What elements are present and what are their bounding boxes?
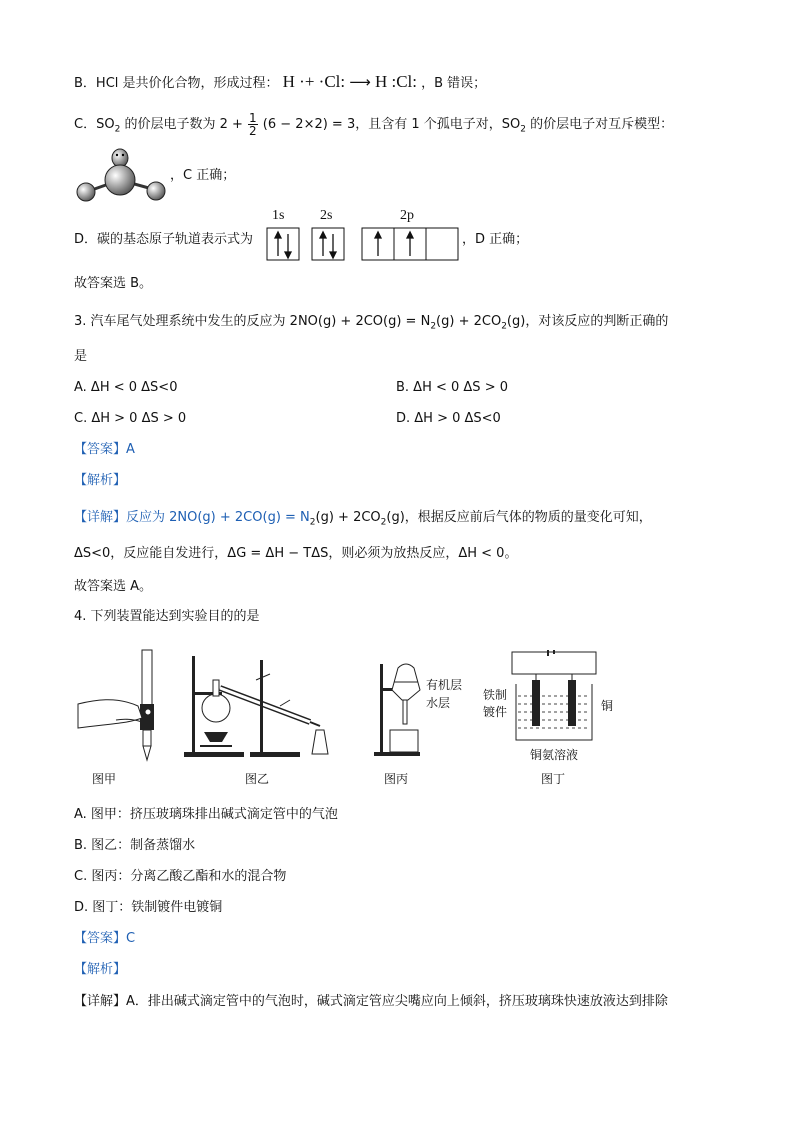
- q4-answer: 【答案】C: [74, 931, 136, 946]
- label-copper-ammonia-solution: 铜氨溶液: [530, 748, 579, 762]
- figure-ding-electroplating: [508, 650, 600, 748]
- orbital-1s-label: 1s: [272, 208, 285, 223]
- q4-option-d: D. 图丁：铁制镀件电镀铜: [74, 900, 223, 915]
- frac-den: 2: [249, 124, 257, 138]
- label-water-layer: 水层: [426, 696, 451, 710]
- option-c-label: C．SO: [74, 117, 115, 132]
- q3-detail-line2: ΔS<0，反应能自发进行，ΔG = ΔH − TΔS，则必须为放热反应，ΔH < 0。: [74, 546, 518, 561]
- q3-answer-select: 故答案选 A。: [74, 579, 153, 594]
- q3-detail-text: 【详解】反应为 2NO(g) + 2CO(g) = N: [74, 510, 310, 525]
- q3-analysis-label: 【解析】: [74, 473, 127, 488]
- q4-option-c: C. 图丙：分离乙酸乙酯和水的混合物: [74, 869, 287, 884]
- orbital-diagram: [266, 226, 462, 264]
- q4-analysis-label: 【解析】: [74, 962, 127, 977]
- option-d-conclusion: ，D 正确；: [462, 232, 529, 247]
- q3-answer: 【答案】A: [74, 442, 135, 457]
- option-d-text: D．碳的基态原子轨道表示式为: [74, 232, 254, 247]
- option-b-text: B．HCl 是共价化合物，形成过程：: [74, 76, 279, 91]
- orbital-2s-label: 2s: [320, 208, 333, 223]
- q3-detail-text3: (g)，根据反应前后气体的物质的量变化可知，: [386, 510, 652, 525]
- option-c-text: 的价层电子数为 2 +: [124, 117, 243, 132]
- q4-detail: 【详解】A．排出碱式滴定管中的气泡时，碱式滴定管应尖嘴应向上倾斜，挤压玻璃珠快速放液达到排除: [74, 994, 668, 1009]
- q3-stem-text: 3. 汽车尾气处理系统中发生的反应为 2NO(g) + 2CO(g) = N: [74, 314, 431, 329]
- q3-option-c: C. ΔH > 0 ΔS > 0: [74, 411, 187, 426]
- option-b-conclusion: ，B 错误；: [421, 76, 487, 91]
- label-organic-layer: 有机层: [426, 678, 463, 692]
- q3-stem-end: 是: [74, 349, 88, 364]
- frac-num: 1: [249, 111, 257, 125]
- hcl-formula-right: H :Cl:: [374, 72, 417, 91]
- option-c-conclusion: ，C 正确；: [170, 168, 236, 183]
- q3-detail-text2: (g) + 2CO: [315, 510, 381, 525]
- label-iron-2: 镀件: [483, 705, 508, 719]
- figure-yi-distillation: [180, 650, 350, 760]
- q3-option-d: D. ΔH > 0 ΔS<0: [396, 411, 501, 426]
- figure-jia-caption: 图甲: [92, 772, 117, 786]
- q4-option-a: A. 图甲：挤压玻璃珠排出碱式滴定管中的气泡: [74, 807, 338, 822]
- orbital-2p-label: 2p: [400, 208, 414, 223]
- option-c-expression: (6 − 2×2) = 3，且含有 1 个孤电子对，SO: [262, 117, 521, 132]
- q3-stem-text2: (g) + 2CO: [436, 314, 502, 329]
- figure-yi-caption: 图乙: [245, 772, 270, 786]
- q4-option-b: B. 图乙：制备蒸馏水: [74, 838, 196, 853]
- q3-stem-text3: (g)，对该反应的判断正确的: [506, 314, 669, 329]
- option-c-text-end: 的价层电子对互斥模型：: [530, 117, 674, 132]
- figure-jia-burette: [76, 648, 166, 766]
- answer-select-b: 故答案选 B。: [74, 276, 153, 291]
- label-iron-1: 铁制: [483, 688, 508, 702]
- fraction-half: [248, 112, 258, 137]
- q3-option-a: A. ΔH < 0 ΔS<0: [74, 380, 178, 395]
- q3-option-b: B. ΔH < 0 ΔS > 0: [396, 380, 508, 395]
- q4-stem: 4. 下列装置能达到实验目的的是: [74, 609, 260, 624]
- hcl-formula-left: H ·+ ·Cl:: [282, 72, 346, 91]
- label-copper: 铜: [601, 699, 614, 713]
- figure-bing-caption: 图丙: [384, 772, 409, 786]
- option-c-line: C．$SO_2$ 的价层电子数为 2 + $\frac{1}{2}$ (6 − 2×2) = 3，且含有 1 个孤电子对，$SO_2$ 的价层电子对互斥模型：: [74, 111, 674, 138]
- so2-vsepr-model: [72, 146, 172, 204]
- figure-ding-caption: 图丁: [541, 772, 566, 786]
- q3-stem: 3. 汽车尾气处理系统中发生的反应为 $2NO(g) + 2CO(g) = N_2(g) + 2CO_2(g)$，对该反应的判断正确的: [74, 314, 669, 332]
- q3-detail-line1: 【详解】反应为 $2NO(g) + 2CO(g) = N_2(g) + 2CO_2(g)$，根据反应前后气体的物质的量变化可知，: [74, 510, 652, 528]
- arrow-icon: ⟶: [349, 73, 371, 91]
- figure-bing-funnel: [370, 660, 430, 758]
- option-b-line: [74, 72, 486, 94]
